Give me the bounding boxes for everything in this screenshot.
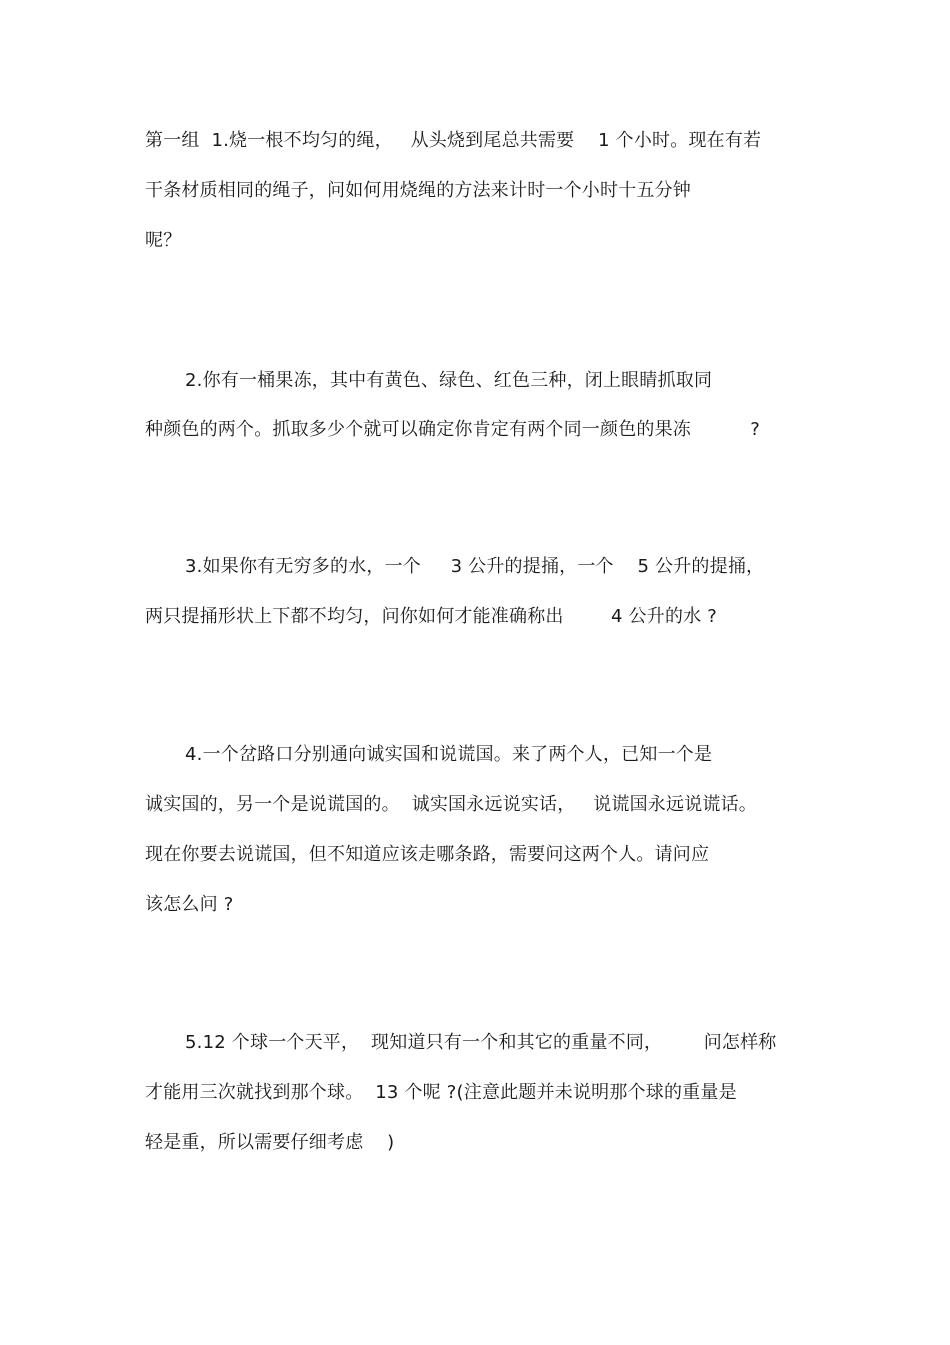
question-2-line-1: 2.你有一桶果冻，其中有黄色、绿色、红色三种，闭上眼睛抓取同 [185, 370, 713, 391]
question-1-line-1: 第一组 1.烧一根不均匀的绳， 从头烧到尾总共需要 1 个小时。现在有若 [145, 130, 762, 151]
question-5-line-2: 才能用三次就找到那个球。 13 个呢 ?(注意此题并未说明那个球的重量是 [145, 1082, 737, 1103]
question-5-line-3: 轻是重，所以需要仔细考虑 ) [145, 1132, 395, 1153]
question-1-line-2: 干条材质相同的绳子，问如何用烧绳的方法来计时一个小时十五分钟 [145, 180, 691, 201]
question-1-line-3: 呢？ [145, 230, 182, 251]
question-4-line-1: 4.一个岔路口分别通向诚实国和说谎国。来了两个人，已知一个是 [185, 744, 713, 765]
question-4-line-2: 诚实国的，另一个是说谎国的。 诚实国永远说实话， 说谎国永远说谎话。 [145, 794, 758, 815]
question-3-line-2: 两只提捅形状上下都不均匀，问你如何才能准确称出 4 公升的水 ? [145, 606, 718, 627]
question-5-line-1: 5.12 个球一个天平， 现知道只有一个和其它的重量不同， 问怎样称 [185, 1032, 777, 1053]
question-2-line-2: 种颜色的两个。抓取多少个就可以确定你肯定有两个同一颜色的果冻 ? [145, 419, 760, 440]
question-4-line-3: 现在你要去说谎国，但不知道应该走哪条路，需要问这两个人。请问应 [145, 844, 710, 865]
question-3-line-1: 3.如果你有无穷多的水，一个 3 公升的提捅，一个 5 公升的提捅， [185, 556, 765, 577]
question-4-line-4: 该怎么问 ? [145, 894, 234, 915]
